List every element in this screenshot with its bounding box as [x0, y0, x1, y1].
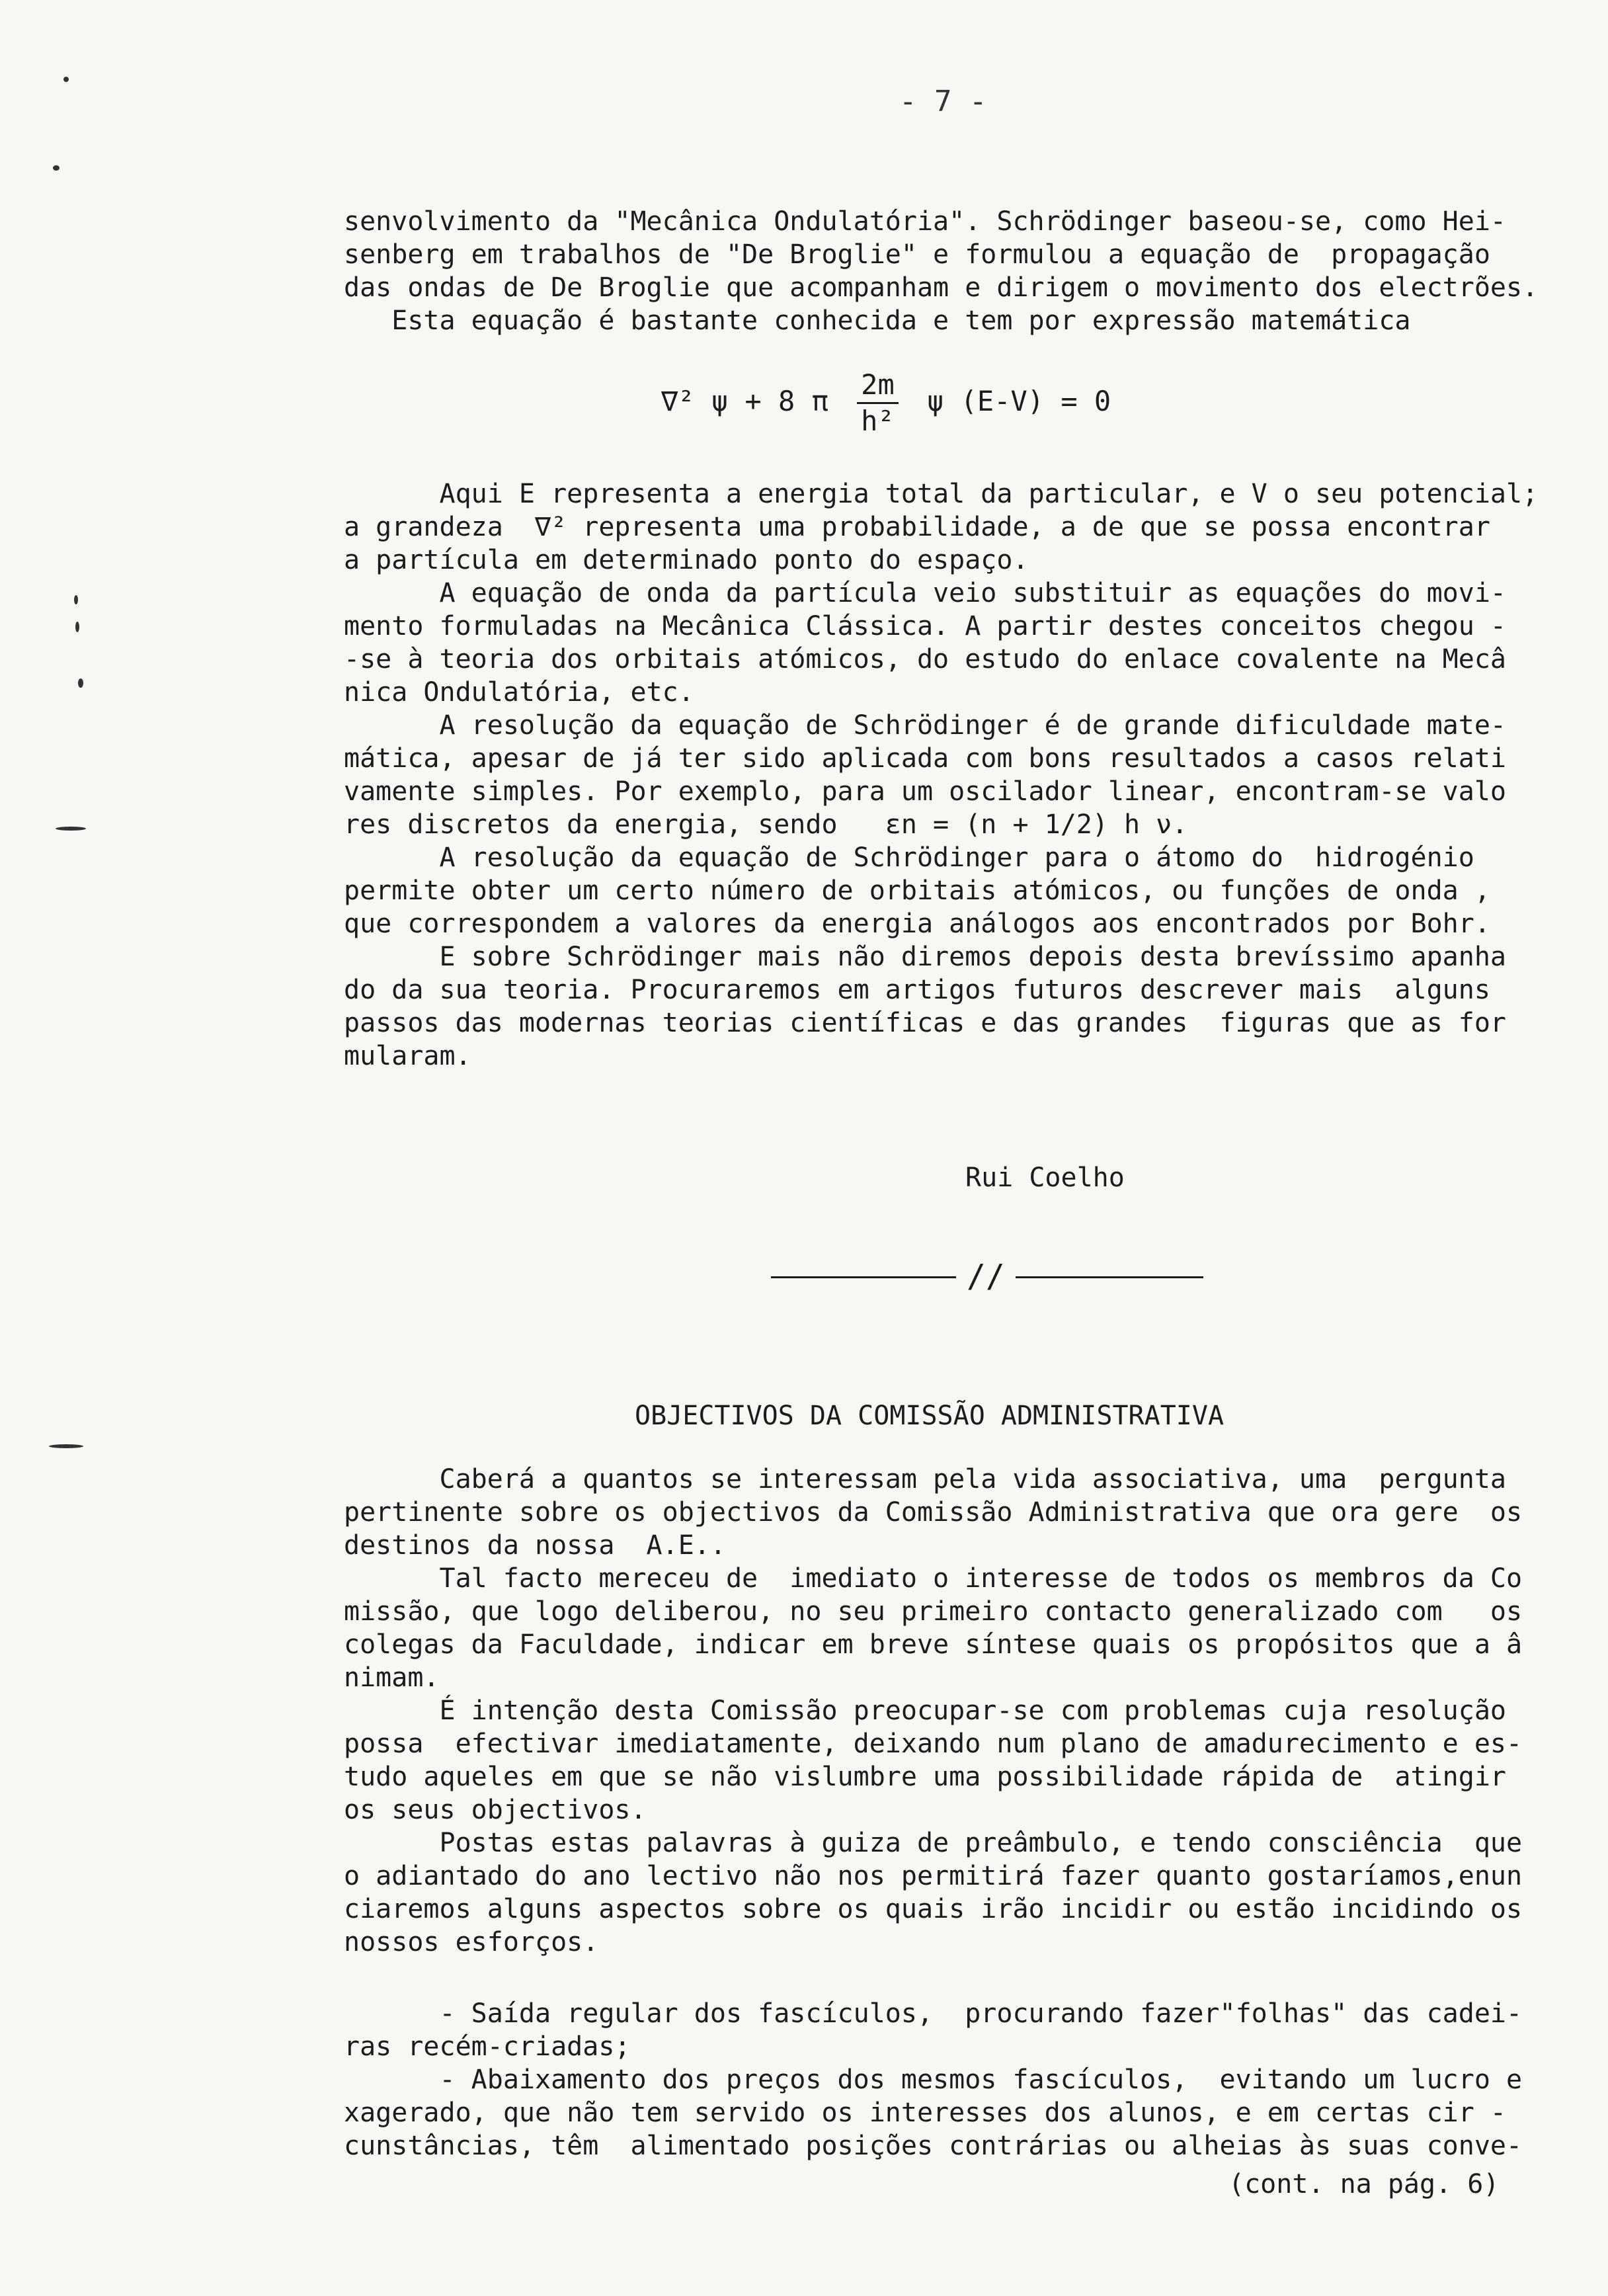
margin-speck [78, 678, 83, 688]
text-line: Tal facto mereceu de imediato o interesse de todos os membros da Co [344, 1563, 1523, 1594]
article-text-commission [344, 1463, 1560, 1959]
text-line: permite obter um certo número de orbitais atómicos, ou funções de onda , [344, 876, 1490, 906]
text-line: A equação de onda da partícula veio substituir as equações do movi- [344, 578, 1506, 608]
text-line: ciaremos alguns aspectos sobre os quais irão incidir ou estão incidindo os [344, 1894, 1523, 1924]
text-line: É intenção desta Comissão preocupar-se com problemas cuja resolução [344, 1696, 1506, 1726]
text-line: pertinente sobre os objectivos da Comissão Administrativa que ora gere os [344, 1497, 1523, 1528]
text-line: - Abaixamento dos preços dos mesmos fascículos, evitando um lucro e [344, 2065, 1523, 2095]
text-line: mularam. [344, 1041, 471, 1071]
text-line: -se à teoria dos orbitais atómicos, do estudo do enlace covalente na Mecâ [344, 644, 1506, 675]
equation-fraction [857, 368, 899, 438]
section-divider-left [771, 1276, 956, 1278]
text-line: o adiantado do ano lectivo não nos permitirá fazer quanto gostaríamos,enun [344, 1861, 1523, 1891]
text-line: missão, que logo deliberou, no seu primeiro contacto generalizado com os [344, 1596, 1523, 1627]
text-line: E sobre Schrödinger mais não diremos depois desta brevíssimo apanha [344, 942, 1506, 972]
text-line: nica Ondulatória, etc. [344, 677, 694, 708]
text-line: cunstâncias, têm alimentado posições contrárias ou alheias às suas conve- [344, 2131, 1523, 2161]
text-line: Esta equação é bastante conhecida e tem por expressão matemática [344, 306, 1411, 336]
text-line: A resolução da equação de Schrödinger para o átomo do hidrogénio [344, 842, 1474, 873]
text-line: ras recém-criadas; [344, 2031, 631, 2062]
margin-speck [74, 595, 78, 604]
text-line: que correspondem a valores da energia análogos aos encontrados por Bohr. [344, 909, 1490, 939]
margin-speck [53, 165, 60, 171]
text-line: a grandeza ∇² representa uma probabilidade, a de que se possa encontrar [344, 512, 1490, 542]
text-line: res discretos da energia, sendo εn = (n + 1/2) h ν. [344, 809, 1188, 840]
page-number: - 7 - [899, 85, 987, 118]
text-line: possa efectivar imediatamente, deixando num plano de amadurecimento e es- [344, 1729, 1523, 1759]
author-signature: Rui Coelho [965, 1163, 1125, 1193]
equation-numerator: 2m [857, 368, 899, 404]
text-line: nossos esforços. [344, 1927, 599, 1957]
section-divider-mark: // [967, 1258, 1005, 1295]
text-line: Aqui E representa a energia total da particular, e V o seu potencial; [344, 479, 1539, 509]
text-line: passos das modernas teorias científicas e das grandes figuras que as for [344, 1008, 1506, 1038]
equation-left: ∇² ψ + 8 π [661, 385, 828, 417]
section-divider-right [1016, 1276, 1203, 1278]
text-line: colegas da Faculdade, indicar em breve síntese quais os propósitos que a â [344, 1629, 1523, 1660]
article-text-schrodinger [344, 205, 1560, 337]
text-line: das ondas de De Broglie que acompanham e dirigem o movimento dos electrões. [344, 272, 1539, 303]
text-line: - Saída regular dos fascículos, procurando fazer"folhas" das cadei- [344, 1998, 1523, 2029]
text-line: senberg em trabalhos de "De Broglie" e formulou a equação de propagação [344, 239, 1490, 270]
objectives-list [344, 1997, 1560, 2162]
text-line: os seus objectivos. [344, 1795, 647, 1825]
text-line: A resolução da equação de Schrödinger é de grande dificuldade mate- [344, 710, 1506, 741]
margin-speck [49, 1444, 83, 1448]
margin-speck [56, 827, 86, 831]
text-line: vamente simples. Por exemplo, para um oscilador linear, encontram-se valo [344, 776, 1506, 807]
text-line: tudo aqueles em que se não vislumbre uma possibilidade rápida de atingir [344, 1762, 1506, 1792]
equation-right: ψ (E-V) = 0 [927, 385, 1111, 417]
continuation-note: (cont. na pág. 6) [1228, 2169, 1500, 2199]
text-line: Postas estas palavras à guiza de preâmbulo, e tendo consciência que [344, 1828, 1523, 1858]
text-line: Caberá a quantos se interessam pela vida associativa, uma pergunta [344, 1464, 1506, 1495]
text-line: mento formuladas na Mecânica Clássica. A partir destes conceitos chegou - [344, 611, 1506, 641]
text-line: destinos da nossa A.E.. [344, 1530, 726, 1561]
text-line: do da sua teoria. Procuraremos em artigos futuros descrever mais alguns [344, 975, 1490, 1005]
margin-speck [75, 622, 79, 632]
equation-denominator: h² [861, 405, 895, 437]
text-line: xagerado, que não tem servido os interesses dos alunos, e em certas cir - [344, 2098, 1506, 2128]
margin-speck [63, 77, 69, 82]
text-line: nimam. [344, 1662, 440, 1693]
text-line: senvolvimento da "Mecânica Ondulatória". Schrödinger baseou-se, como Hei- [344, 206, 1506, 237]
schrodinger-equation [661, 368, 1111, 438]
text-line: mática, apesar de já ter sido aplicada com bons resultados a casos relati [344, 743, 1506, 774]
article-text-continuation [344, 477, 1560, 1073]
text-line: a partícula em determinado ponto do espaço. [344, 545, 1029, 575]
section-heading: OBJECTIVOS DA COMISSÃO ADMINISTRATIVA [635, 1401, 1225, 1431]
